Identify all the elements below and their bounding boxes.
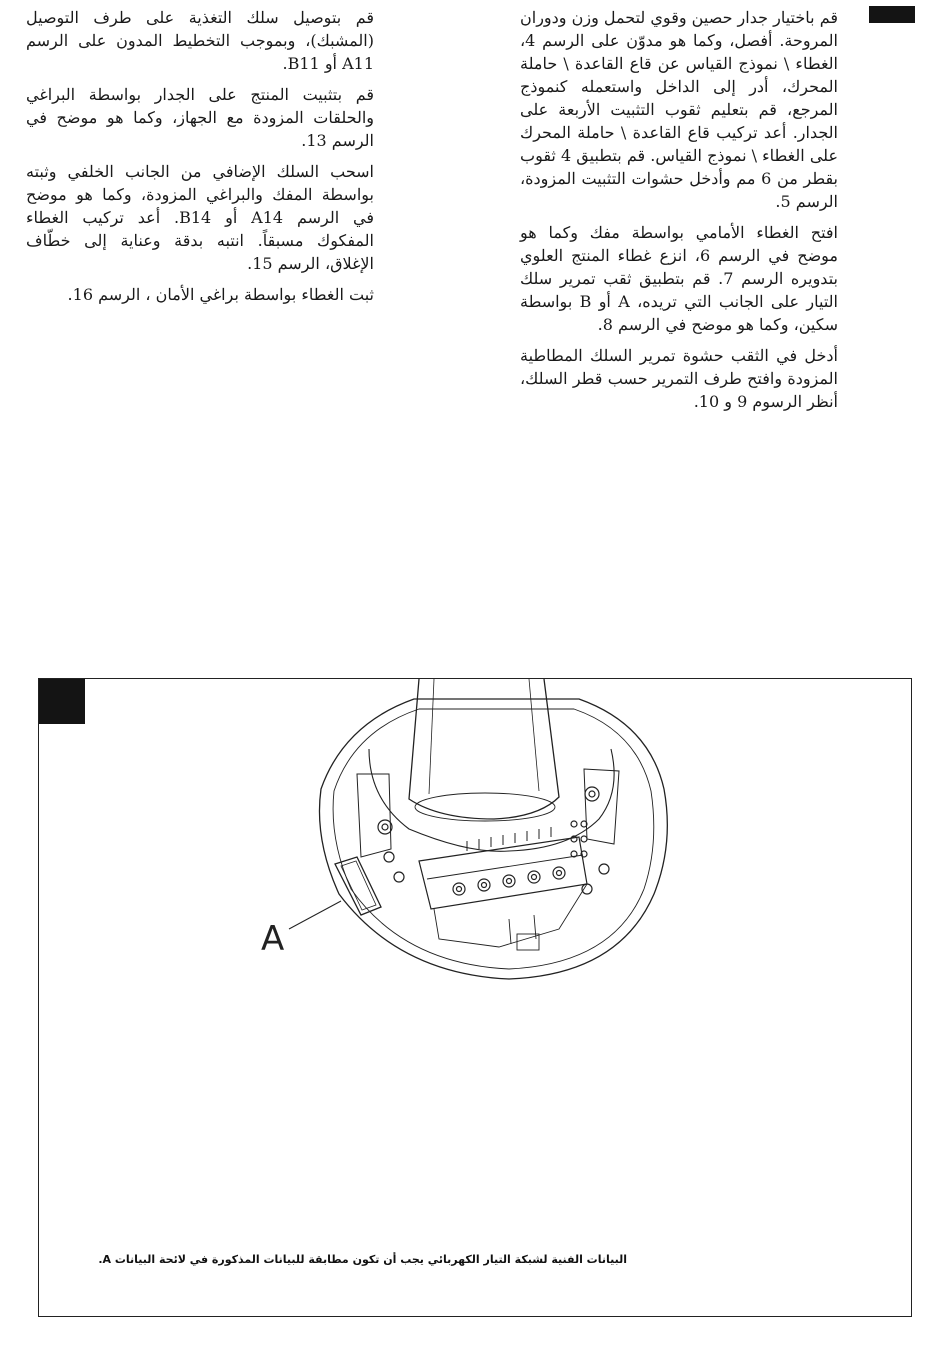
paragraph: قم بتوصيل سلك التغذية على طرف التوصيل (المشبك)، وبموجب التخطيط المدون على الرسم A11 أو B11. <box>26 8 374 73</box>
text-column-left <box>26 6 374 314</box>
figure-panel <box>38 678 912 1317</box>
page-tab-marker <box>869 6 915 23</box>
figure-footnote: البيانات الفنية لشبكة التيار الكهربائي يجب أن تكون مطابقة للبيانات المذكورة في لائحة البيانات A. <box>98 1253 627 1266</box>
text-column-right <box>520 6 838 421</box>
paragraph: قم بتثبيت المنتج على الجدار بواسطة البراغي والحلقات المزودة مع الجهاز، وكما هو موضح في الرسم 13. <box>26 85 374 150</box>
paragraph: أدخل في الثقب حشوة تمرير السلك المطاطية المزودة وافتح طرف التمرير حسب قطر السلك، أنظر الرسوم 9 و 10. <box>520 346 838 411</box>
fan-base-illustration <box>39 679 911 1316</box>
paragraph: ثبت الغطاء بواسطة براغي الأمان ، الرسم 16. <box>67 285 374 304</box>
paragraph: قم باختيار جدار حصين وقوي لتحمل وزن ودوران المروحة. أفصل، وكما هو مدوّن على الرسم 4، الغطاء \ نموذج القياس عن قاع القاعدة \ حاملة المحرك، أدر إلى الداخل واستعمله كنموذج المرجع، قم بتعليم ثقوب التثبيت الأربعة على الجدار. أعد تركيب قاع القاعدة \ حاملة المحرك على الغطاء \ نموذج القياس. قم بتطبيق 4 ثقوب بقطر من 6 مم وأدخل حشوات التثبيت المزودة، الرسم 5. <box>520 8 839 211</box>
paragraph: افتح الغطاء الأمامي بواسطة مفك وكما هو موضح في الرسم 6، انزع غطاء المنتج العلوي بتدويره الرسم 7. قم بتطبيق ثقب تمرير سلك التيار على الجانب التي تريده، A أو B بواسطة سكين، وكما هو موضح في الرسم 8. <box>520 223 839 334</box>
paragraph: اسحب السلك الإضافي من الجانب الخلفي وثبته بواسطة المفك والبراغي المزودة، وكما هو موضح في الرسم A14 أو B14. أعد تركيب الغطاء المفكوك مسبقاً. انتبه بدقة وعناية إلى خطّاف الإغلاق، الرسم 15. <box>26 162 375 273</box>
callout-label-a: A <box>261 919 285 959</box>
